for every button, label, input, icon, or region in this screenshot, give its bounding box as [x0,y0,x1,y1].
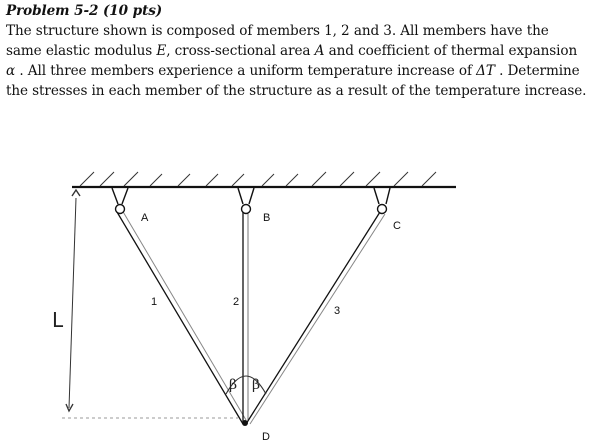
text-run: , cross-sectional area [166,43,315,59]
label-length: L [52,308,64,332]
label-support-c: C [393,220,401,232]
problem-line-1: The structure shown is composed of members 1, 2 and 3. All members have the [6,23,549,39]
label-joint-d: D [262,431,270,443]
text-run: same elastic modulus [6,43,157,59]
support-c [374,188,390,214]
joint-d [242,420,248,426]
symbol-modulus: E [156,43,167,59]
label-angle-left: β [229,377,238,393]
symbol-alpha: α [6,63,16,79]
support-a [112,188,128,214]
support-b [238,188,254,214]
problem-line-4: the stresses in each member of the structure as a result of the temperature increase. [6,83,587,99]
member-3 [246,212,385,424]
label-support-b: B [263,212,271,224]
member-2 [243,212,248,424]
length-dimension [62,190,238,418]
label-angle-right: β [252,377,261,393]
problem-title: Problem 5-2 (10 pts) [6,3,163,19]
label-member-3: 3 [334,305,341,317]
label-member-2: 2 [233,296,240,308]
text-run: . All three members experience a uniform temperature increase of [15,63,477,79]
symbol-area: A [314,43,325,59]
symbol-delta-t: ΔT [476,63,495,79]
label-support-a: A [141,212,149,224]
label-member-1: 1 [151,296,158,308]
text-run: . Determine [494,63,580,79]
text-run: and coefficient of thermal expansion [324,43,578,59]
ceiling-hatching [80,172,436,186]
